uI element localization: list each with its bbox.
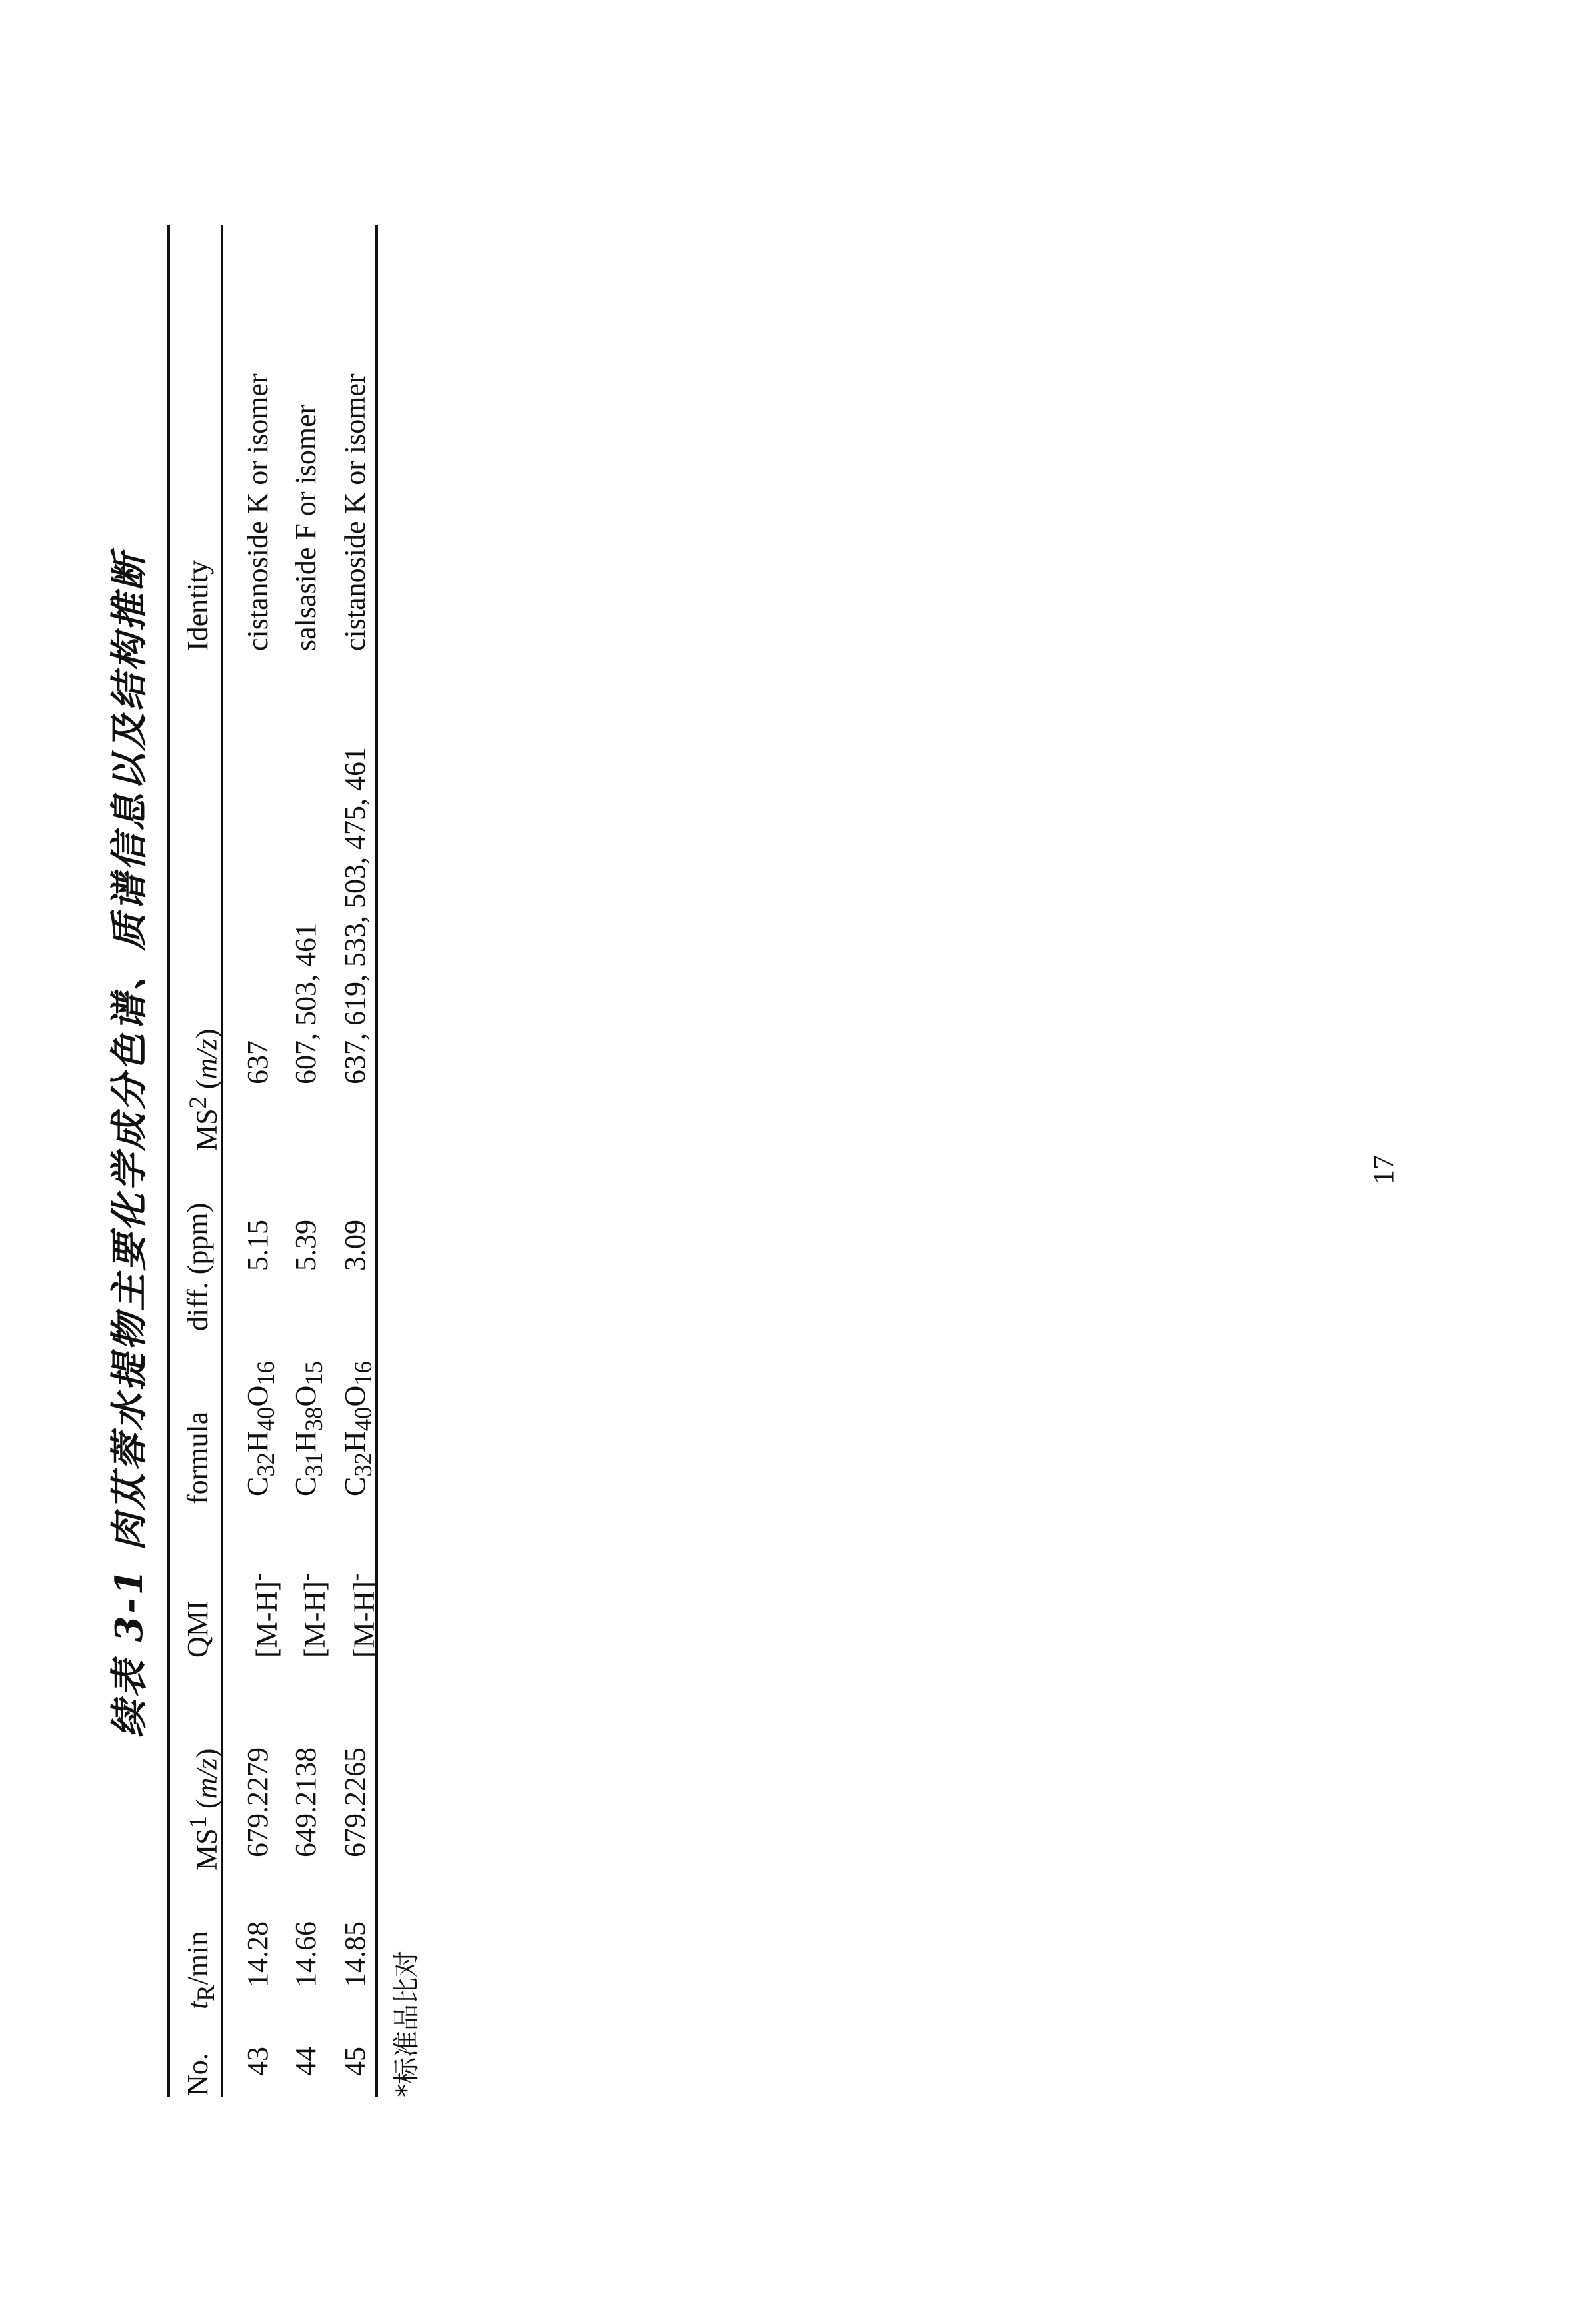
header-diff: diff. (ppm) <box>181 1202 214 1331</box>
table-row-ms2: 637 <box>241 1040 274 1084</box>
page-number: 17 <box>1367 1155 1400 1184</box>
table-row-no: 45 <box>339 2047 371 2076</box>
table-row-ms1: 649.2138 <box>289 1747 322 1857</box>
table-row-identity: salsaside F or isomer <box>289 404 322 651</box>
table-row-ms2: 607, 503, 461 <box>289 923 322 1084</box>
table-row-qmi: [M-H]- <box>244 1572 283 1658</box>
table-row-ms1: 679.2265 <box>339 1747 371 1857</box>
table-row-no: 44 <box>289 2047 322 2076</box>
header-ms2: $MS^2$ (m/z) <box>184 1028 223 1151</box>
table-footnote: *标准品比对 <box>391 1951 422 2097</box>
table-row-ms2: 637, 619, 533, 503, 475, 461 <box>339 747 371 1084</box>
table-row-tr: 14.85 <box>339 1921 371 1987</box>
header-ms1: $MS^1$ (m/z) <box>184 1748 223 1871</box>
table-row-tr: 14.28 <box>241 1921 274 1987</box>
header-identity: Identity <box>181 560 214 651</box>
header-retention-time: $t_R/\min$ <box>181 1931 219 2009</box>
header-qmi: QMI <box>181 1600 214 1658</box>
header-no: No. <box>181 2053 214 2096</box>
table-caption: 续表 3-1 肉苁蓉水提物主要化学成分色谱、质谱信息以及结构推断 <box>107 551 151 1738</box>
table-row-diff: 5.39 <box>289 1220 322 1271</box>
table-row-qmi: [M-H]- <box>292 1572 331 1658</box>
table-row-tr: 14.66 <box>289 1921 322 1987</box>
table-row-diff: 5.15 <box>241 1220 274 1271</box>
table-row-diff: 3.09 <box>339 1220 371 1271</box>
table-row-formula: $C_{32}H_{40}O_{16}$ <box>241 1361 279 1496</box>
table-row-qmi: [M-H]- <box>341 1572 381 1658</box>
table-top-rule <box>167 225 170 2097</box>
table-row-identity: cistanoside K or isomer <box>339 373 371 651</box>
table-row-no: 43 <box>241 2047 274 2076</box>
header-formula: formula <box>181 1411 214 1504</box>
table-row-formula: $C_{31}H_{38}O_{15}$ <box>289 1361 327 1496</box>
table-bottom-rule <box>375 225 378 2097</box>
table-row-identity: cistanoside K or isomer <box>241 373 274 651</box>
table-row-formula: $C_{32}H_{40}O_{16}$ <box>339 1361 377 1496</box>
table-row-ms1: 679.2279 <box>241 1747 274 1857</box>
